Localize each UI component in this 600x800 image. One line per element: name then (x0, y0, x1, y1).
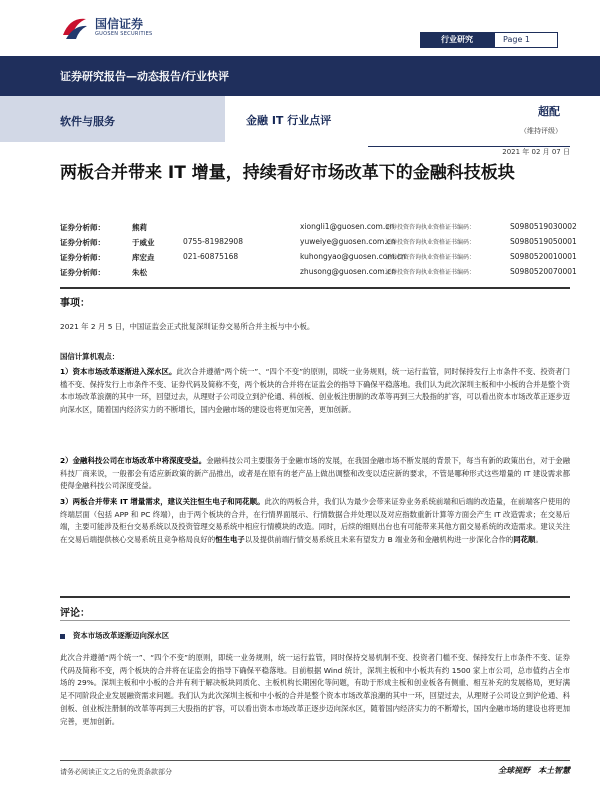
comment-heading: 评论： (60, 608, 90, 619)
analyst-name: 熊莉 (132, 223, 147, 232)
rating-note: （维持评级） (520, 127, 562, 135)
analyst-cert-number: S0980520070001 (510, 267, 577, 276)
sector-label: 软件与服务 (60, 115, 115, 128)
analyst-phone: 021-60875168 (183, 252, 239, 261)
views-p2-lead: 2）金融科技公司在市场改革中将深度受益。 (60, 456, 207, 465)
analyst-cert-label: 证券投资咨询执业资格证书编码： (385, 224, 476, 231)
event-heading: 事项： (60, 298, 90, 309)
analyst-role: 证券分析师： (60, 238, 105, 247)
analyst-cert-number: S0980519030002 (510, 222, 577, 231)
views-p3-body-b: 以及提供前端行情交易系统且未来有望发力 B 端业务和金融机构进一步深化合作的 (244, 535, 514, 545)
banner-text: 证券研究报告—动态报告/行业快评 (60, 70, 230, 83)
page-number: Page 1 (494, 32, 558, 48)
disclaimer-note: 请务必阅读正文之后的免责条款部分 (60, 768, 172, 776)
analyst-cert-number: S0980520010001 (510, 252, 577, 261)
slogan: 全球视野 本土智慧 (498, 766, 570, 775)
views-p3-emphasis-1: 恒生电子 (215, 535, 245, 545)
views-paragraph-3 (60, 496, 570, 586)
logo-en-text: GUOSEN SECURITIES (95, 31, 153, 37)
views-p1-body: 此次合并遵循“两个统一”、“四个不变”的原则，即统一业务规则，统一运行监管，同时保持发行上市条件不变、投资者门槛不变、保持发行上市条件不变、证券代码及简称不变，两个板块的合并将在证监会的指导下确保平稳落地。我们认为此次深圳主板和中小板的合并是整个资本市场改革浪潮的其中一环，回望过去，从理财子公司设立到沪伦通、科创板、创业板注册制的改革等再到三大股指的扩容，可以看出资本市场改革正逐步迈向深水区，随着国内经济实力的不断增长，国内金融市场的建设也将更加完善，更加创新。 (60, 367, 570, 415)
comment-text: 此次合并遵循“两个统一”、“四个不变”的原则，即统一业务规则，统一运行监管，同时保持交易机制不变、投资者门槛不变、保持发行上市条件不变、证券代码及简称不变，两个板块的合并将在证监会的指导下确保平稳落地。目前根据 Wind 统计，深圳主板和中小板共有约 1500 家上市公司，总市值约占全市场的 29%。深圳主板和中小板的合并有利于解决板块同质化、主板机构长期困化等问题，有助于形成主板和创业板各有侧重、相互补充的发展格局，更好满足不同阶段企业发展融资需求问题。我们认为此次深圳主板和中小板的合并是整个资本市场改革浪潮的其中一环，回望过去，从理财子公司设立到沪伦通、科创板、创业板注册制的改革等再到三大股指的扩容，可以看出资本市场改革正逐步迈向深水区，随着国内经济实力的不断增长，国内金融市场的建设也将更加完善，更加创新。 (60, 653, 570, 726)
analyst-row (60, 267, 577, 282)
comment-subheading (60, 630, 169, 641)
analyst-role: 证券分析师： (60, 253, 105, 262)
report-date: 2021 年 02 月 07 日 (502, 148, 570, 156)
analyst-name: 于威业 (132, 238, 155, 247)
analyst-email[interactable]: xiongli1@guosen.com.cn (300, 222, 395, 231)
analyst-cert-label: 证券投资咨询执业资格证书编码： (385, 239, 476, 246)
analyst-row (60, 237, 577, 252)
views-p3-lead: 3）两板合并带来 IT 增量需求，建议关注恒生电子和同花顺。 (60, 497, 265, 506)
section-rule (60, 596, 570, 598)
section-rule-thin (60, 620, 570, 621)
comment-subheading-text: 资本市场改革逐渐迈向深水区 (73, 631, 170, 640)
analyst-role: 证券分析师： (60, 223, 105, 232)
report-type: 金融 IT 行业点评 (246, 114, 332, 127)
analyst-name: 朱松 (132, 268, 147, 277)
rating: 超配 (538, 105, 560, 118)
report-banner (0, 56, 600, 96)
views-paragraph-1 (60, 366, 570, 454)
guosen-logo (60, 13, 170, 43)
analyst-row (60, 222, 577, 237)
category-tag: 行业研究 (420, 32, 494, 48)
analyst-row (60, 252, 577, 267)
analyst-cert-number: S0980519050001 (510, 237, 577, 246)
analyst-name: 库宏垚 (132, 253, 155, 262)
views-p3-end: 。 (535, 535, 543, 545)
analyst-email[interactable]: zhusong@guosen.com.cn (300, 267, 396, 276)
analyst-cert-label: 证券投资咨询执业资格证书编码： (385, 254, 476, 261)
views-p3-body-a: 此次的两板合并，我们认为最少会带来证券业务系统前端和后端的改造量，在前端客户使用的终端层面（包括 APP 和 PC 终端），由于两个板块的合并，在行情界面展示、行情数据合并处理以及对应指数重新计算等方面会产生 IT 改造需求；在交易后端，主要可能涉及柜台交易系统以及投资管理交易系统中相应行情模块的改造。同时，后续的细则出台也有可能带来其他方面交易系统的改造需求。建议关注在交易后端提供核心交易系统且竞争格局良好的 (60, 497, 570, 545)
section-rule (60, 287, 570, 289)
footer-rule (60, 760, 570, 761)
views-heading: 国信计算机观点： (60, 352, 120, 361)
analyst-email[interactable]: kuhongyao@guosen.com.cn (300, 252, 406, 261)
analyst-list (60, 222, 577, 282)
views-p1-lead: 1）资本市场改革逐渐进入深水区。 (60, 367, 177, 376)
views-p3-emphasis-2: 同花顺 (513, 535, 536, 545)
views-p2-body: 金融科技公司主要服务于金融市场的发展，在我国金融市场不断发展的背景下，每当有新的政策出台，对于金融科技厂商来说，一般都会有适应新政策的新产品推出，或者是在原有的老产品上做出调整和改变以适应新的要求，不管是哪种形式这些增量的 IT 建设需求都使得金融科技公司深度受益。 (60, 456, 570, 491)
report-title: 两板合并带来 IT 增量，持续看好市场改革下的金融科技板块 (60, 163, 515, 183)
event-text: 2021 年 2 月 5 日，中国证监会正式批复深圳证券交易所合并主板与中小板。 (60, 322, 315, 331)
analyst-role: 证券分析师： (60, 268, 105, 277)
analyst-phone: 0755-81982908 (183, 237, 243, 246)
logo-cn-text: 国信证券 (95, 17, 144, 31)
page-header (0, 0, 600, 56)
sector-box (0, 96, 225, 142)
bullet-square-icon (60, 634, 65, 639)
analyst-email[interactable]: yuweiye@guosen.com.cn (300, 237, 396, 246)
analyst-cert-label: 证券投资咨询执业资格证书编码： (385, 269, 476, 276)
views-paragraph-2 (60, 455, 570, 495)
guosen-logo-icon (60, 13, 90, 43)
